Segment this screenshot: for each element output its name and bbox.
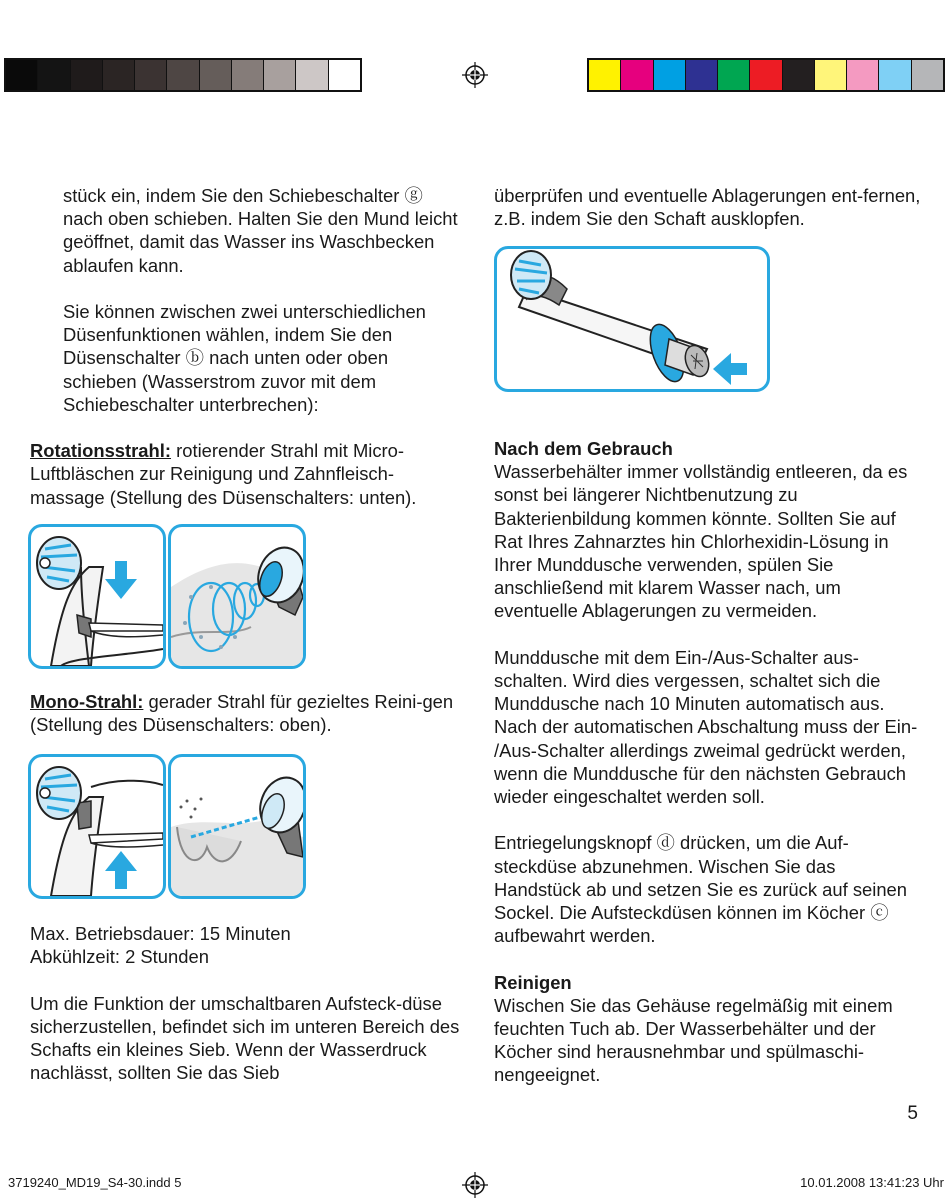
cleaning-paragraph: Wischen Sie das Gehäuse regelmäßig mit einem feuchten Tuch ab. Der Wasserbehälter und der Köcher sind herausnehmbar und spülmaschi-nengeeignet. — [494, 994, 893, 1086]
mono-jet-text: gerader Strahl für gezieltes Reini-gen (Stellung des Düsenschalters: oben). — [30, 691, 454, 736]
color-swatch — [135, 60, 167, 90]
sieve-paragraph: Um die Funktion der umschaltbaren Aufsteck-düse sicherzustellen, befindet sich im unteren Bereich des Schafts ein kleines Sieb. Wenn der Wasserdruck nachlässt, sollten Sie das Sieb — [30, 992, 460, 1084]
grayscale-color-bar — [4, 58, 362, 92]
rotation-spray-panel — [168, 524, 306, 669]
nozzle-sieve-figure — [494, 246, 770, 392]
rotation-jet-figure — [28, 524, 306, 669]
color-swatch — [167, 60, 199, 90]
color-swatch — [232, 60, 264, 90]
page-number: 5 — [907, 1103, 918, 1124]
color-swatch — [264, 60, 296, 90]
footer-file-name: 3719240_MD19_S4-30.indd 5 — [8, 1175, 182, 1190]
mono-jet-description — [30, 690, 460, 736]
right-column-top — [494, 184, 924, 230]
rotation-jet-label: Rotationsstrahl: — [30, 440, 172, 462]
check-paragraph: überprüfen und eventuelle Ablagerungen ent-fernen, z.B. indem Sie den Schaft ausklopfen. — [494, 185, 921, 230]
handle-switch-down-panel — [28, 524, 166, 669]
registration-mark-icon — [462, 62, 488, 88]
body-paragraph: Sie können zwischen zwei unterschiedlichen Düsenfunktionen wählen, indem Sie den Düsenschalter ⓑ nach unten oder oben schieben (Wasserstrom zuvor mit dem Schiebeschalter unterbrechen): — [63, 301, 426, 415]
mono-jet-figure — [28, 754, 306, 899]
color-swatch — [912, 60, 943, 90]
footer-date: 10.01.2008 13:41:23 Uhr — [800, 1175, 944, 1190]
color-swatch — [589, 60, 621, 90]
max-operating-time: Max. Betriebsdauer: 15 Minuten — [30, 923, 291, 944]
color-swatch — [38, 60, 70, 90]
mono-jet-label: Mono-Strahl: — [30, 691, 144, 712]
switch-off-paragraph: Munddusche mit dem Ein-/Aus-Schalter aus-schalten. Wird dies vergessen, schaltet sich die Munddusche nach 10 Minuten automatisch aus. Nach der automatischen Abschaltung muss der Ein- /Aus-Schalter allerdings zweimal gedrückt werden, wenn die Munddusche für den nächsten Gebrauch wieder eingeschaltet werden soll. — [494, 646, 918, 808]
after-use-paragraph: Wasserbehälter immer vollständig entleeren, da es sonst bei längerer Nichtbenutzung zu Bakterienbildung kommen könnte. Sollten Sie auf Rat Ihres Zahnarztes hin Chlorhexidin-Lösung in Ihrer Munddusche verwenden, spülen Sie anschließend mit klarem Wasser nach, um eventuelle Ablagerungen zu vermeiden. — [494, 461, 908, 622]
cooldown-time: Abkühlzeit: 2 Stunden — [30, 946, 209, 968]
body-paragraph: stück ein, indem Sie den Schiebeschalter ⓖ nach oben schieben. Halten Sie den Mund leicht geöffnet, damit das Wasser ins Waschbecken ablaufen kann. — [63, 185, 458, 276]
left-column — [30, 184, 460, 509]
color-swatch — [71, 60, 103, 90]
registration-mark-icon — [462, 1172, 488, 1198]
color-swatch — [621, 60, 653, 90]
right-column-body — [494, 437, 924, 1087]
color-swatch — [200, 60, 232, 90]
after-use-heading: Nach dem Gebrauch — [494, 438, 673, 459]
color-swatch — [879, 60, 911, 90]
color-swatch — [847, 60, 879, 90]
handle-switch-up-panel — [28, 754, 166, 899]
rotation-jet-description — [30, 439, 460, 509]
cleaning-heading: Reinigen — [494, 971, 572, 993]
rotation-jet-text: rotierender Strahl mit Micro-Luftbläschen zur Reinigung und Zahnfleisch-massage (Stellung des Düsenschalters: unten). — [30, 440, 417, 508]
color-swatch — [750, 60, 782, 90]
color-swatch — [815, 60, 847, 90]
color-swatch — [103, 60, 135, 90]
release-button-paragraph: Entriegelungsknopf ⓓ drücken, um die Auf-steckdüse abzunehmen. Wischen Sie das Handstück ab und setzen Sie es zurück auf seinen Sockel. Die Aufsteckdüsen können im Köcher ⓒ aufbewahrt werden. — [494, 832, 908, 947]
color-swatch — [296, 60, 328, 90]
color-swatch — [654, 60, 686, 90]
color-swatch — [783, 60, 815, 90]
color-swatch — [686, 60, 718, 90]
color-swatch — [718, 60, 750, 90]
color-swatch — [329, 60, 360, 90]
left-column-bottom — [30, 922, 460, 1084]
cmyk-color-bar — [587, 58, 945, 92]
color-swatch — [6, 60, 38, 90]
mono-jet-block — [30, 690, 460, 736]
mono-spray-panel — [168, 754, 306, 899]
